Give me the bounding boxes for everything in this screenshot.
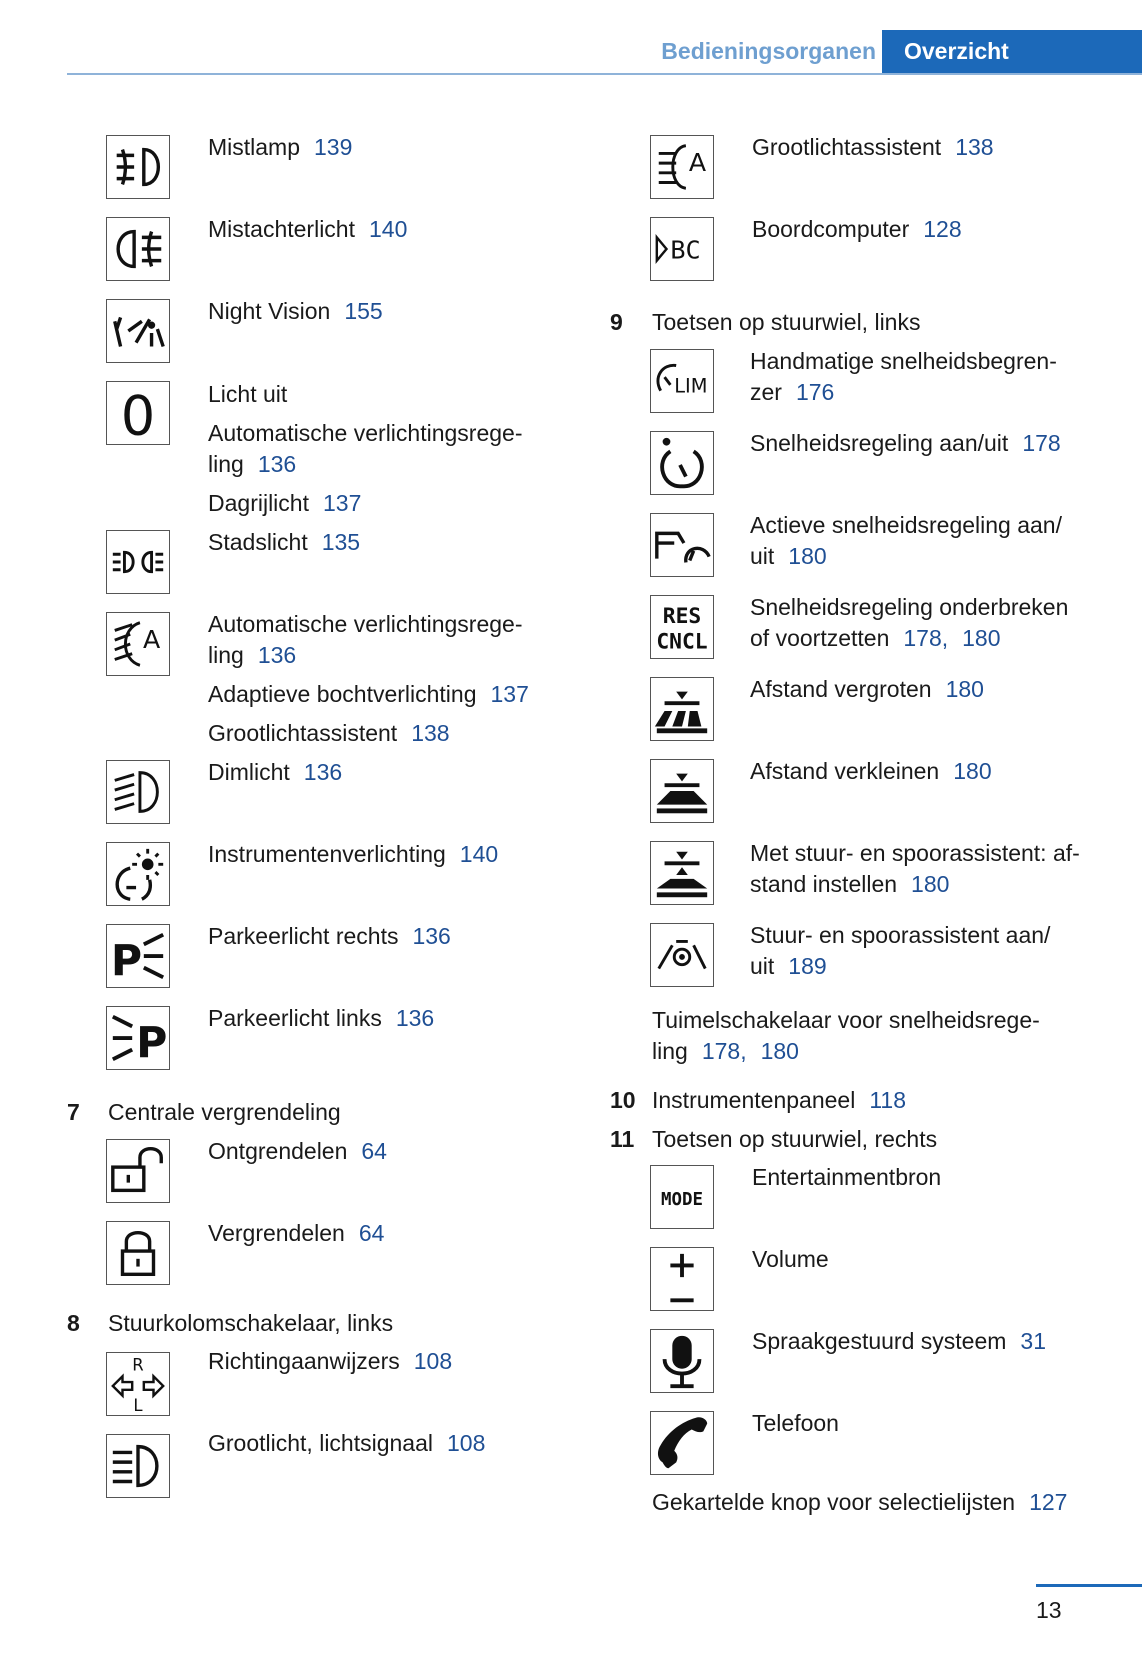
entry-auto-lighting-1: Automatische verlichtingsrege-	[208, 420, 523, 446]
distance-setting-icon	[650, 841, 714, 905]
page-ref[interactable]: 108	[447, 1430, 486, 1456]
entry-vergrendelen: Vergrendelen 64	[208, 1220, 385, 1246]
svg-text:A: A	[688, 147, 707, 177]
svg-text:R: R	[132, 1355, 144, 1375]
lock-icon	[106, 1221, 170, 1285]
page-ref[interactable]: 136	[412, 923, 451, 949]
page-ref[interactable]: 180	[760, 1038, 799, 1064]
entry-ontgrendelen: Ontgrendelen 64	[208, 1138, 387, 1164]
entry-tuimelschakelaar-cont: ling 178, 180	[652, 1038, 799, 1064]
mode-icon	[650, 1165, 714, 1229]
svg-text:A: A	[142, 624, 161, 654]
entry-boordcomputer: Boordcomputer 128	[752, 216, 962, 242]
page-ref[interactable]: 64	[361, 1138, 387, 1164]
distance-decrease-icon	[650, 759, 714, 823]
page-ref[interactable]: 136	[303, 759, 343, 785]
entry-snelheidsregeling: Snelheidsregeling aan/uit 178	[750, 430, 1061, 456]
svg-text:P: P	[110, 936, 143, 987]
distance-increase-icon	[650, 677, 714, 741]
high-beam-icon	[106, 1434, 170, 1498]
parking-light-icon	[106, 530, 170, 594]
svg-text:BC: BC	[670, 235, 701, 265]
night-vision-icon	[106, 299, 170, 363]
page-ref[interactable]: 140	[459, 841, 499, 867]
entry-onderbreken: Snelheidsregeling onderbreken	[750, 594, 1069, 620]
header-tab	[882, 30, 1142, 75]
entry-stadslicht: Stadslicht 135	[208, 529, 361, 555]
svg-text:RES: RES	[662, 604, 702, 630]
board-computer-icon	[650, 217, 714, 281]
entry-tuimelschakelaar: Tuimelschakelaar voor snelheidsrege-	[652, 1007, 1040, 1033]
page-ref[interactable]: 127	[1029, 1489, 1068, 1515]
entry-licht-uit: Licht uit	[208, 381, 288, 407]
page-ref[interactable]: 31	[1020, 1328, 1046, 1354]
section-title-toetsen-links: Toetsen op stuurwiel, links	[652, 309, 921, 335]
cruise-control-icon	[650, 431, 714, 495]
entry-dimlicht: Dimlicht 136	[208, 759, 343, 785]
section-number-7: 7	[67, 1099, 80, 1125]
phone-icon	[650, 1411, 714, 1475]
instrument-lighting-icon	[106, 842, 170, 906]
page-ref[interactable]: 136	[257, 451, 297, 477]
page-ref[interactable]: 128	[923, 216, 962, 242]
entry-grootlicht-lichtsignaal: Grootlicht, lichtsignaal 108	[208, 1430, 486, 1456]
header-rule	[67, 73, 1142, 75]
volume-icon	[650, 1247, 714, 1311]
entry-mistlamp: Mistlamp 139	[208, 134, 353, 160]
entry-stuur-aan: Stuur- en spoorassistent aan/	[750, 922, 1051, 948]
entry-mistachterlicht: Mistachterlicht 140	[208, 216, 408, 242]
entry-afstand-vergroten: Afstand vergroten 180	[750, 676, 984, 702]
page-ref[interactable]: 137	[322, 490, 362, 516]
entry-onderbreken-cont: of voortzetten 178, 180	[750, 625, 1001, 651]
section-title-instrumentenpaneel: Instrumentenpaneel 118	[652, 1087, 906, 1113]
section-title-stuurkolomschakelaar: Stuurkolomschakelaar, links	[108, 1310, 394, 1336]
section-number-11: 11	[610, 1126, 635, 1152]
page-ref[interactable]: 180	[962, 625, 1001, 651]
res-cncl-icon	[650, 595, 714, 659]
page-ref[interactable]: 108	[413, 1348, 453, 1374]
page-ref[interactable]: 135	[321, 529, 361, 555]
page-ref[interactable]: 176	[795, 379, 835, 405]
entry-parkeerlicht-rechts: Parkeerlicht rechts 136	[208, 923, 451, 949]
entry-volume: Volume	[752, 1246, 829, 1272]
entry-grootlichtassistent-right: Grootlichtassistent 138	[752, 134, 994, 160]
microphone-icon	[650, 1329, 714, 1393]
unlock-icon	[106, 1139, 170, 1203]
footer-rule	[1036, 1584, 1142, 1587]
entry-stuur-aan-cont: uit 189	[750, 953, 827, 979]
page-ref[interactable]: 138	[411, 720, 450, 746]
entry-actieve-snelheidsregeling: Actieve snelheidsregeling aan/	[750, 512, 1062, 538]
page-ref[interactable]: 180	[953, 758, 992, 784]
page-ref[interactable]: 64	[358, 1220, 385, 1246]
entry-snelheidsbegrenzer: Handmatige snelheidsbegren-	[750, 348, 1057, 374]
header-tab-label: Overzicht	[904, 38, 1009, 64]
entry-afstand-verkleinen: Afstand verkleinen 180	[750, 758, 992, 784]
section-title-toetsen-rechts: Toetsen op stuurwiel, rechts	[652, 1126, 938, 1152]
svg-text:MODE: MODE	[661, 1189, 703, 1210]
page-ref[interactable]: 137	[490, 681, 529, 707]
svg-text:0: 0	[120, 384, 156, 444]
entry-grootlichtassistent-left: Grootlichtassistent 138	[208, 720, 450, 746]
section-number-8: 8	[67, 1310, 80, 1336]
entry-telefoon: Telefoon	[752, 1410, 839, 1436]
entry-richtingaanwijzers: Richtingaanwijzers 108	[208, 1348, 453, 1374]
entry-gekartelde-knop: Gekartelde knop voor selectielijsten 127	[652, 1489, 1068, 1515]
page-ref[interactable]: 155	[344, 298, 383, 324]
entry-auto-lighting-2: Automatische verlichtingsrege-	[208, 611, 523, 637]
page-ref[interactable]: 178	[1022, 430, 1061, 456]
parking-light-right-icon	[106, 924, 170, 988]
entry-parkeerlicht-links: Parkeerlicht links 136	[208, 1005, 435, 1031]
entry-adaptieve-bochtverlichting: Adaptieve bochtverlichting 137	[208, 681, 529, 707]
page-ref[interactable]: 140	[368, 216, 408, 242]
page-ref[interactable]: 118	[869, 1087, 906, 1113]
page-number: 13	[1036, 1597, 1062, 1623]
fog-lamp-icon	[106, 135, 170, 199]
section-title-centrale-vergrendeling: Centrale vergrendeling	[108, 1099, 341, 1125]
page-ref[interactable]: 180	[911, 871, 950, 897]
entry-dagrijlicht: Dagrijlicht 137	[208, 490, 362, 516]
entry-spraakgestuurd: Spraakgestuurd systeem 31	[752, 1328, 1046, 1354]
entry-snelheidsbegrenzer-cont: zer 176	[750, 379, 835, 405]
svg-text:CNCL: CNCL	[656, 629, 708, 655]
high-beam-assistant-icon	[650, 135, 714, 199]
page-ref[interactable]: 178	[903, 625, 942, 651]
header-section-title: Bedieningsorganen	[661, 38, 876, 64]
page-ref[interactable]: 136	[257, 642, 297, 668]
page-ref[interactable]: 138	[955, 134, 994, 160]
rear-fog-light-icon	[106, 217, 170, 281]
page-ref[interactable]: 180	[788, 543, 827, 569]
entry-stuur-afstand: Met stuur- en spoorassistent: af-	[750, 840, 1080, 866]
entry-night-vision: Night Vision 155	[208, 298, 383, 324]
entry-entertainmentbron: Entertainmentbron	[752, 1164, 942, 1190]
entry-auto-lighting-1-cont: ling 136	[208, 451, 297, 477]
steering-lane-assist-icon	[650, 923, 714, 987]
light-off-icon	[106, 381, 170, 445]
svg-text:P: P	[136, 1018, 168, 1069]
page-ref[interactable]: 139	[314, 134, 353, 160]
low-beam-icon	[106, 760, 170, 824]
svg-text:L: L	[133, 1396, 143, 1415]
page-ref[interactable]: 178	[701, 1038, 741, 1064]
turn-signal-icon	[106, 1352, 170, 1416]
page-ref[interactable]: 136	[395, 1005, 435, 1031]
page-ref[interactable]: 180	[945, 676, 984, 702]
active-cruise-control-icon	[650, 513, 714, 577]
section-number-9: 9	[610, 309, 623, 335]
entry-actieve-snelheidsregeling-cont: uit 180	[750, 543, 827, 569]
auto-headlight-icon	[106, 612, 170, 676]
page-ref[interactable]: 189	[788, 953, 827, 979]
svg-text:LIM: LIM	[674, 374, 708, 398]
section-number-10: 10	[610, 1087, 636, 1113]
speed-limiter-icon	[650, 349, 714, 413]
entry-instrumentenverlichting: Instrumentenverlichting 140	[208, 841, 499, 867]
entry-stuur-afstand-cont: stand instellen 180	[750, 871, 950, 897]
entry-auto-lighting-2-cont: ling 136	[208, 642, 297, 668]
parking-light-left-icon	[106, 1006, 170, 1070]
